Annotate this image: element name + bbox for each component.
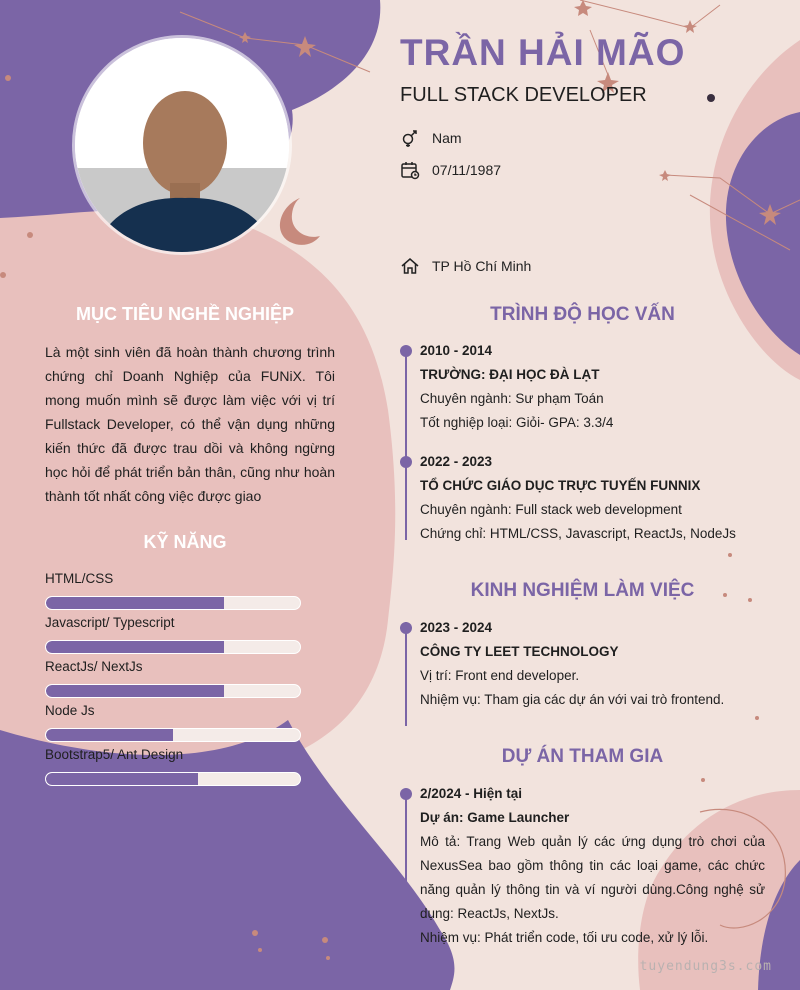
project-name: Dự án: Game Launcher: [420, 810, 570, 825]
skill-label: Node Js: [45, 703, 95, 718]
watermark: tuyendung3s.com: [639, 959, 772, 974]
timeline-dot: [400, 456, 412, 468]
timeline-dot: [400, 622, 412, 634]
skill-bar: [45, 772, 301, 786]
birthday-row: [400, 160, 501, 180]
objective-heading: MỤC TIÊU NGHỀ NGHIỆP: [75, 304, 294, 324]
skill-label: HTML/CSS: [45, 571, 114, 586]
gender-text: Nam: [432, 130, 462, 146]
skill-bar-fill: [46, 773, 198, 785]
education-major: Chuyên ngành: Full stack web development: [420, 502, 682, 517]
skills-heading: KỸ NĂNG: [143, 532, 227, 552]
education-timeline-line: [405, 350, 407, 540]
profile-photo: [75, 38, 289, 252]
address-row: [400, 256, 531, 276]
experience-entry: [420, 616, 765, 712]
project-period: 2/2024 - Hiện tại: [420, 786, 523, 801]
gender-row: [400, 128, 462, 148]
projects-heading: DỰ ÁN THAM GIA: [501, 746, 664, 767]
skill-bar-fill: [46, 597, 224, 609]
skill-label: ReactJs/ NextJs: [45, 659, 143, 674]
skill-bar-fill: [46, 729, 173, 741]
skill-bar-fill: [46, 685, 224, 697]
experience-position: Vị trí: Front end developer.: [420, 668, 580, 683]
project-task: Nhiệm vụ: Phát triển code, tối ưu code, xử lý lỗi.: [420, 930, 709, 945]
skill-bar-fill: [46, 641, 224, 653]
objective-text: Là một sinh viên đã hoàn thành chương trình chứng chỉ Doanh Nghiệp của FUNiX. Tôi mong muốn mình sẽ được làm việc với vị trí Fullstack Developer, có thể vận dụng những kiến thức đã được trau dồi và không ngừng học hỏi để phát triển bản thân, cũng như hoàn thành tốt nhất công việc được giao: [45, 344, 335, 504]
crescent-moon-1: [280, 198, 320, 245]
candidate-name: TRẦN HẢI MÃO: [400, 32, 686, 73]
projects-timeline-line: [405, 790, 407, 962]
experience-duty: Nhiệm vụ: Tham gia các dự án với vai trò frontend.: [420, 692, 725, 707]
experience-timeline-line: [405, 622, 407, 726]
skill-bar: [45, 596, 301, 610]
education-heading: TRÌNH ĐỘ HỌC VẤN: [490, 304, 675, 325]
gender-icon: [400, 128, 420, 148]
skill-label: Javascript/ Typescript: [45, 615, 175, 630]
project-entry: [420, 782, 765, 950]
experience-company: CÔNG TY LEET TECHNOLOGY: [420, 644, 619, 659]
skill-bar: [45, 728, 301, 742]
skill-bar: [45, 640, 301, 654]
education-certificate: Chứng chỉ: HTML/CSS, Javascript, ReactJs, NodeJs: [420, 526, 736, 541]
timeline-dot: [400, 788, 412, 800]
job-title: FULL STACK DEVELOPER: [400, 84, 647, 106]
calendar-icon: [400, 160, 420, 180]
education-entry: [420, 450, 765, 546]
education-entry: [420, 339, 765, 435]
education-period: 2022 - 2023: [420, 454, 493, 469]
home-icon: [400, 256, 420, 276]
project-description: Mô tả: Trang Web quản lý các ứng dụng trò chơi của NexusSea bao gồm thông tin các loại game, các chức năng quản lý thông tin và ví người dùng.Công nghệ sử dụng: ReactJs, NextJs.: [420, 834, 765, 921]
timeline-dot: [400, 345, 412, 357]
skill-bar: [45, 684, 301, 698]
education-major: Chuyên ngành: Sư phạm Toán: [420, 391, 604, 406]
profile-photo-placeholder: [75, 38, 289, 252]
education-period: 2010 - 2014: [420, 343, 493, 358]
education-school: TRƯỜNG: ĐẠI HỌC ĐÀ LẠT: [420, 367, 600, 382]
education-grade: Tốt nghiệp loại: Giỏi- GPA: 3.3/4: [420, 415, 614, 430]
skill-label: Bootstrap5/ Ant Design: [45, 747, 184, 762]
address-text: TP Hồ Chí Minh: [432, 258, 532, 274]
education-school: TỔ CHỨC GIÁO DỤC TRỰC TUYẾN FUNNIX: [420, 478, 701, 493]
experience-heading: KINH NGHIỆM LÀM VIỆC: [470, 580, 695, 601]
birthday-text: 07/11/1987: [432, 162, 502, 178]
experience-period: 2023 - 2024: [420, 620, 493, 635]
